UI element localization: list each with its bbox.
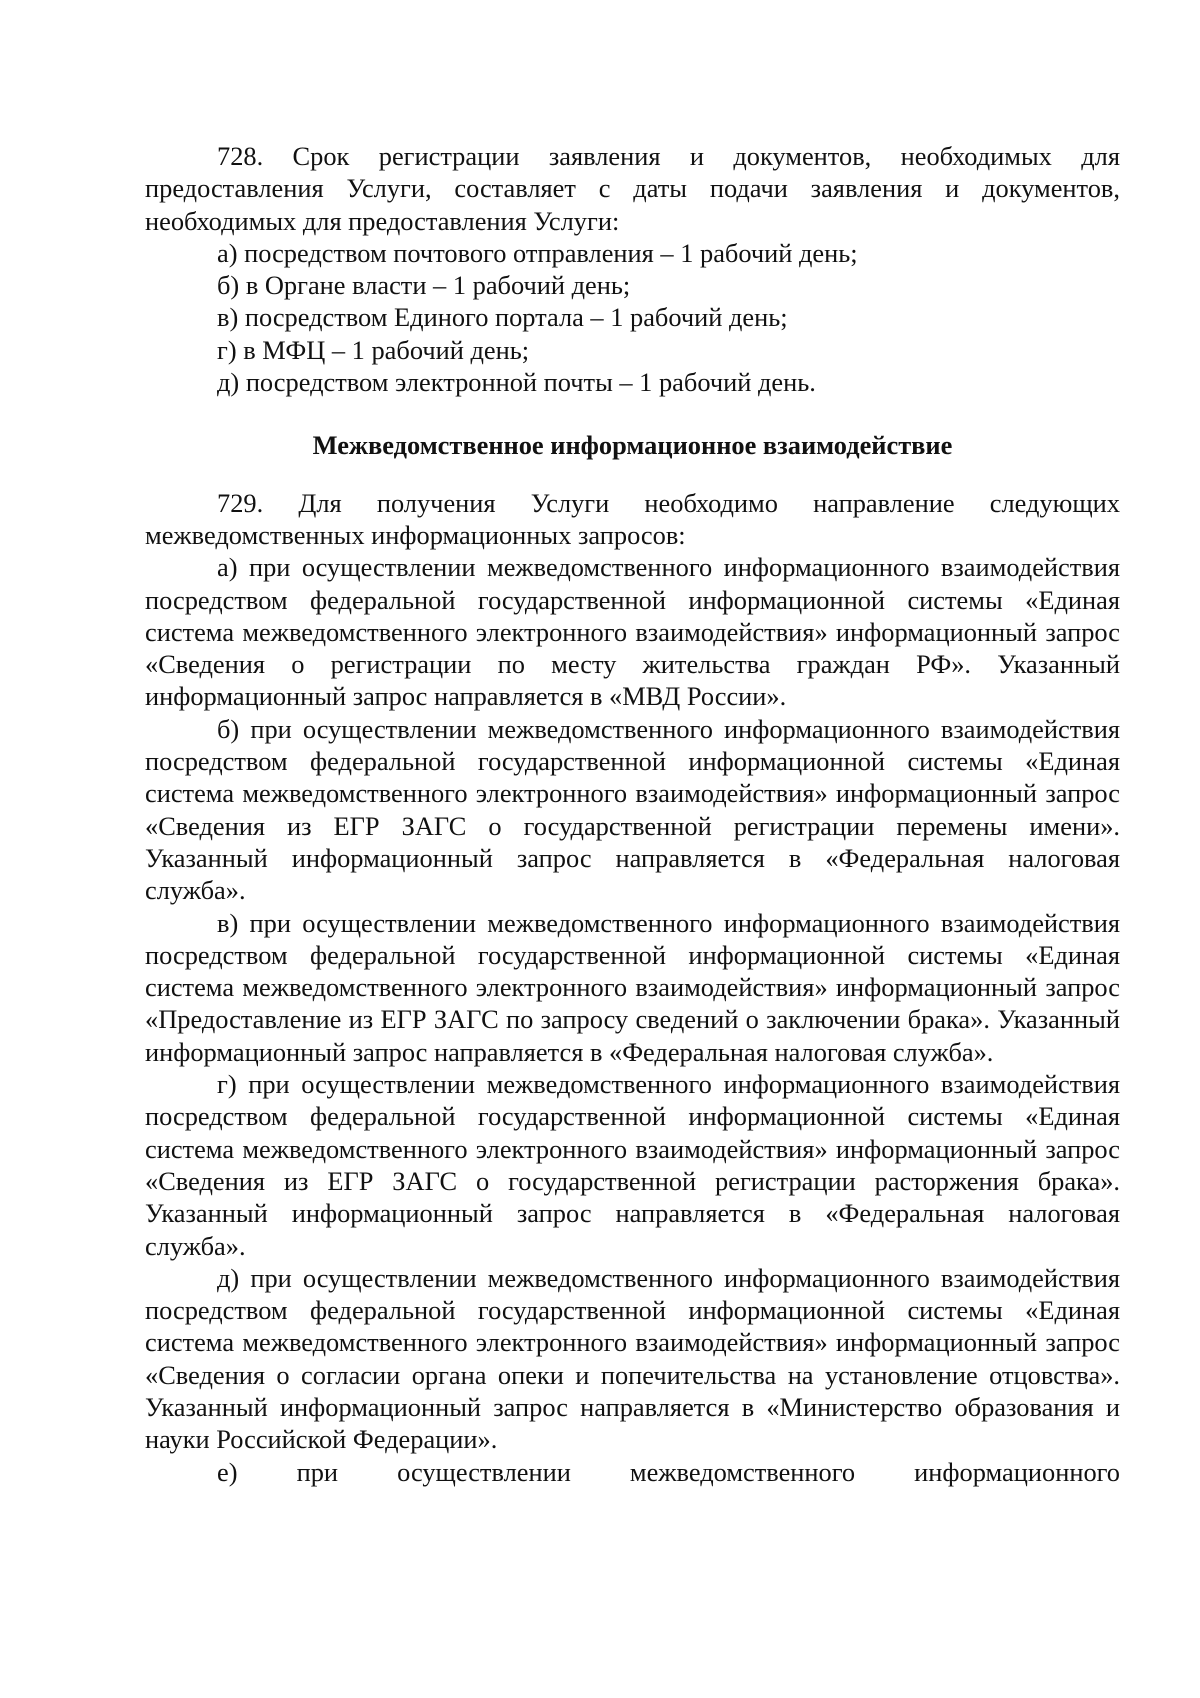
list-item-729-e: д) при осуществлении межведомственного информационного взаимодействия посредством федеральной государственной информационной системы «Единая система межведомственного электронного взаимодействия» информационный запрос «Сведения о согласии органа опеки и попечительства на установление отцовства». Указанный информационный запрос направляется в «Министерство образования и науки Российской Федерации».	[145, 1262, 1120, 1455]
list-item-728-e: д) посредством электронной почты – 1 рабочий день.	[217, 367, 816, 398]
list-item-729-b: б) при осуществлении межведомственного информационного взаимодействия посредством федеральной государственной информационной системы «Единая система межведомственного электронного взаимодействия» информационный запрос «Сведения из ЕГР ЗАГС о государственной регистрации перемены имени». Указанный информационный запрос направляется в «Федеральная налоговая служба».	[145, 713, 1120, 906]
list-item-728-d: г) в МФЦ – 1 рабочий день;	[217, 334, 530, 365]
list-item-729-d: г) при осуществлении межведомственного информационного взаимодействия посредством федеральной государственной информационной системы «Единая система межведомственного электронного взаимодействия» информационный запрос «Сведения из ЕГР ЗАГС о государственной регистрации расторжения брака». Указанный информационный запрос направляется в «Федеральная налоговая служба».	[145, 1069, 1120, 1261]
list-item-729-f: е) при осуществлении межведомственного информационного	[217, 1456, 1120, 1487]
list-item-729-c: в) при осуществлении межведомственного информационного взаимодействия посредством федеральной государственной информационной системы «Единая система межведомственного электронного взаимодействия» информационный запрос «Предоставление из ЕГР ЗАГС по запросу сведений о заключении брака». Указанный информационный запрос направляется в «Федеральная налоговая служба».	[145, 907, 1120, 1067]
paragraph-728-intro: 728. Срок регистрации заявления и документов, необходимых для предоставления Услуги, составляет с даты подачи заявления и документов, необходимых для предоставления Услуги:	[145, 141, 1120, 236]
paragraph-729-intro: 729. Для получения Услуги необходимо направление следующих межведомственных информационных запросов:	[145, 487, 1120, 550]
section-heading: Межведомственное информационное взаимодействие	[312, 430, 953, 461]
document-page	[145, 140, 1120, 1488]
list-item-728-c: в) посредством Единого портала – 1 рабочий день;	[217, 302, 788, 333]
list-item-729-a: а) при осуществлении межведомственного информационного взаимодействия посредством федеральной государственной информационной системы «Единая система межведомственного электронного взаимодействия» информационный запрос «Сведения о регистрации по месту жительства граждан РФ». Указанный информационный запрос направляется в «МВД России».	[145, 552, 1120, 712]
list-item-728-a: а) посредством почтового отправления – 1 рабочий день;	[217, 237, 858, 268]
list-item-728-b: б) в Органе власти – 1 рабочий день;	[217, 270, 631, 301]
